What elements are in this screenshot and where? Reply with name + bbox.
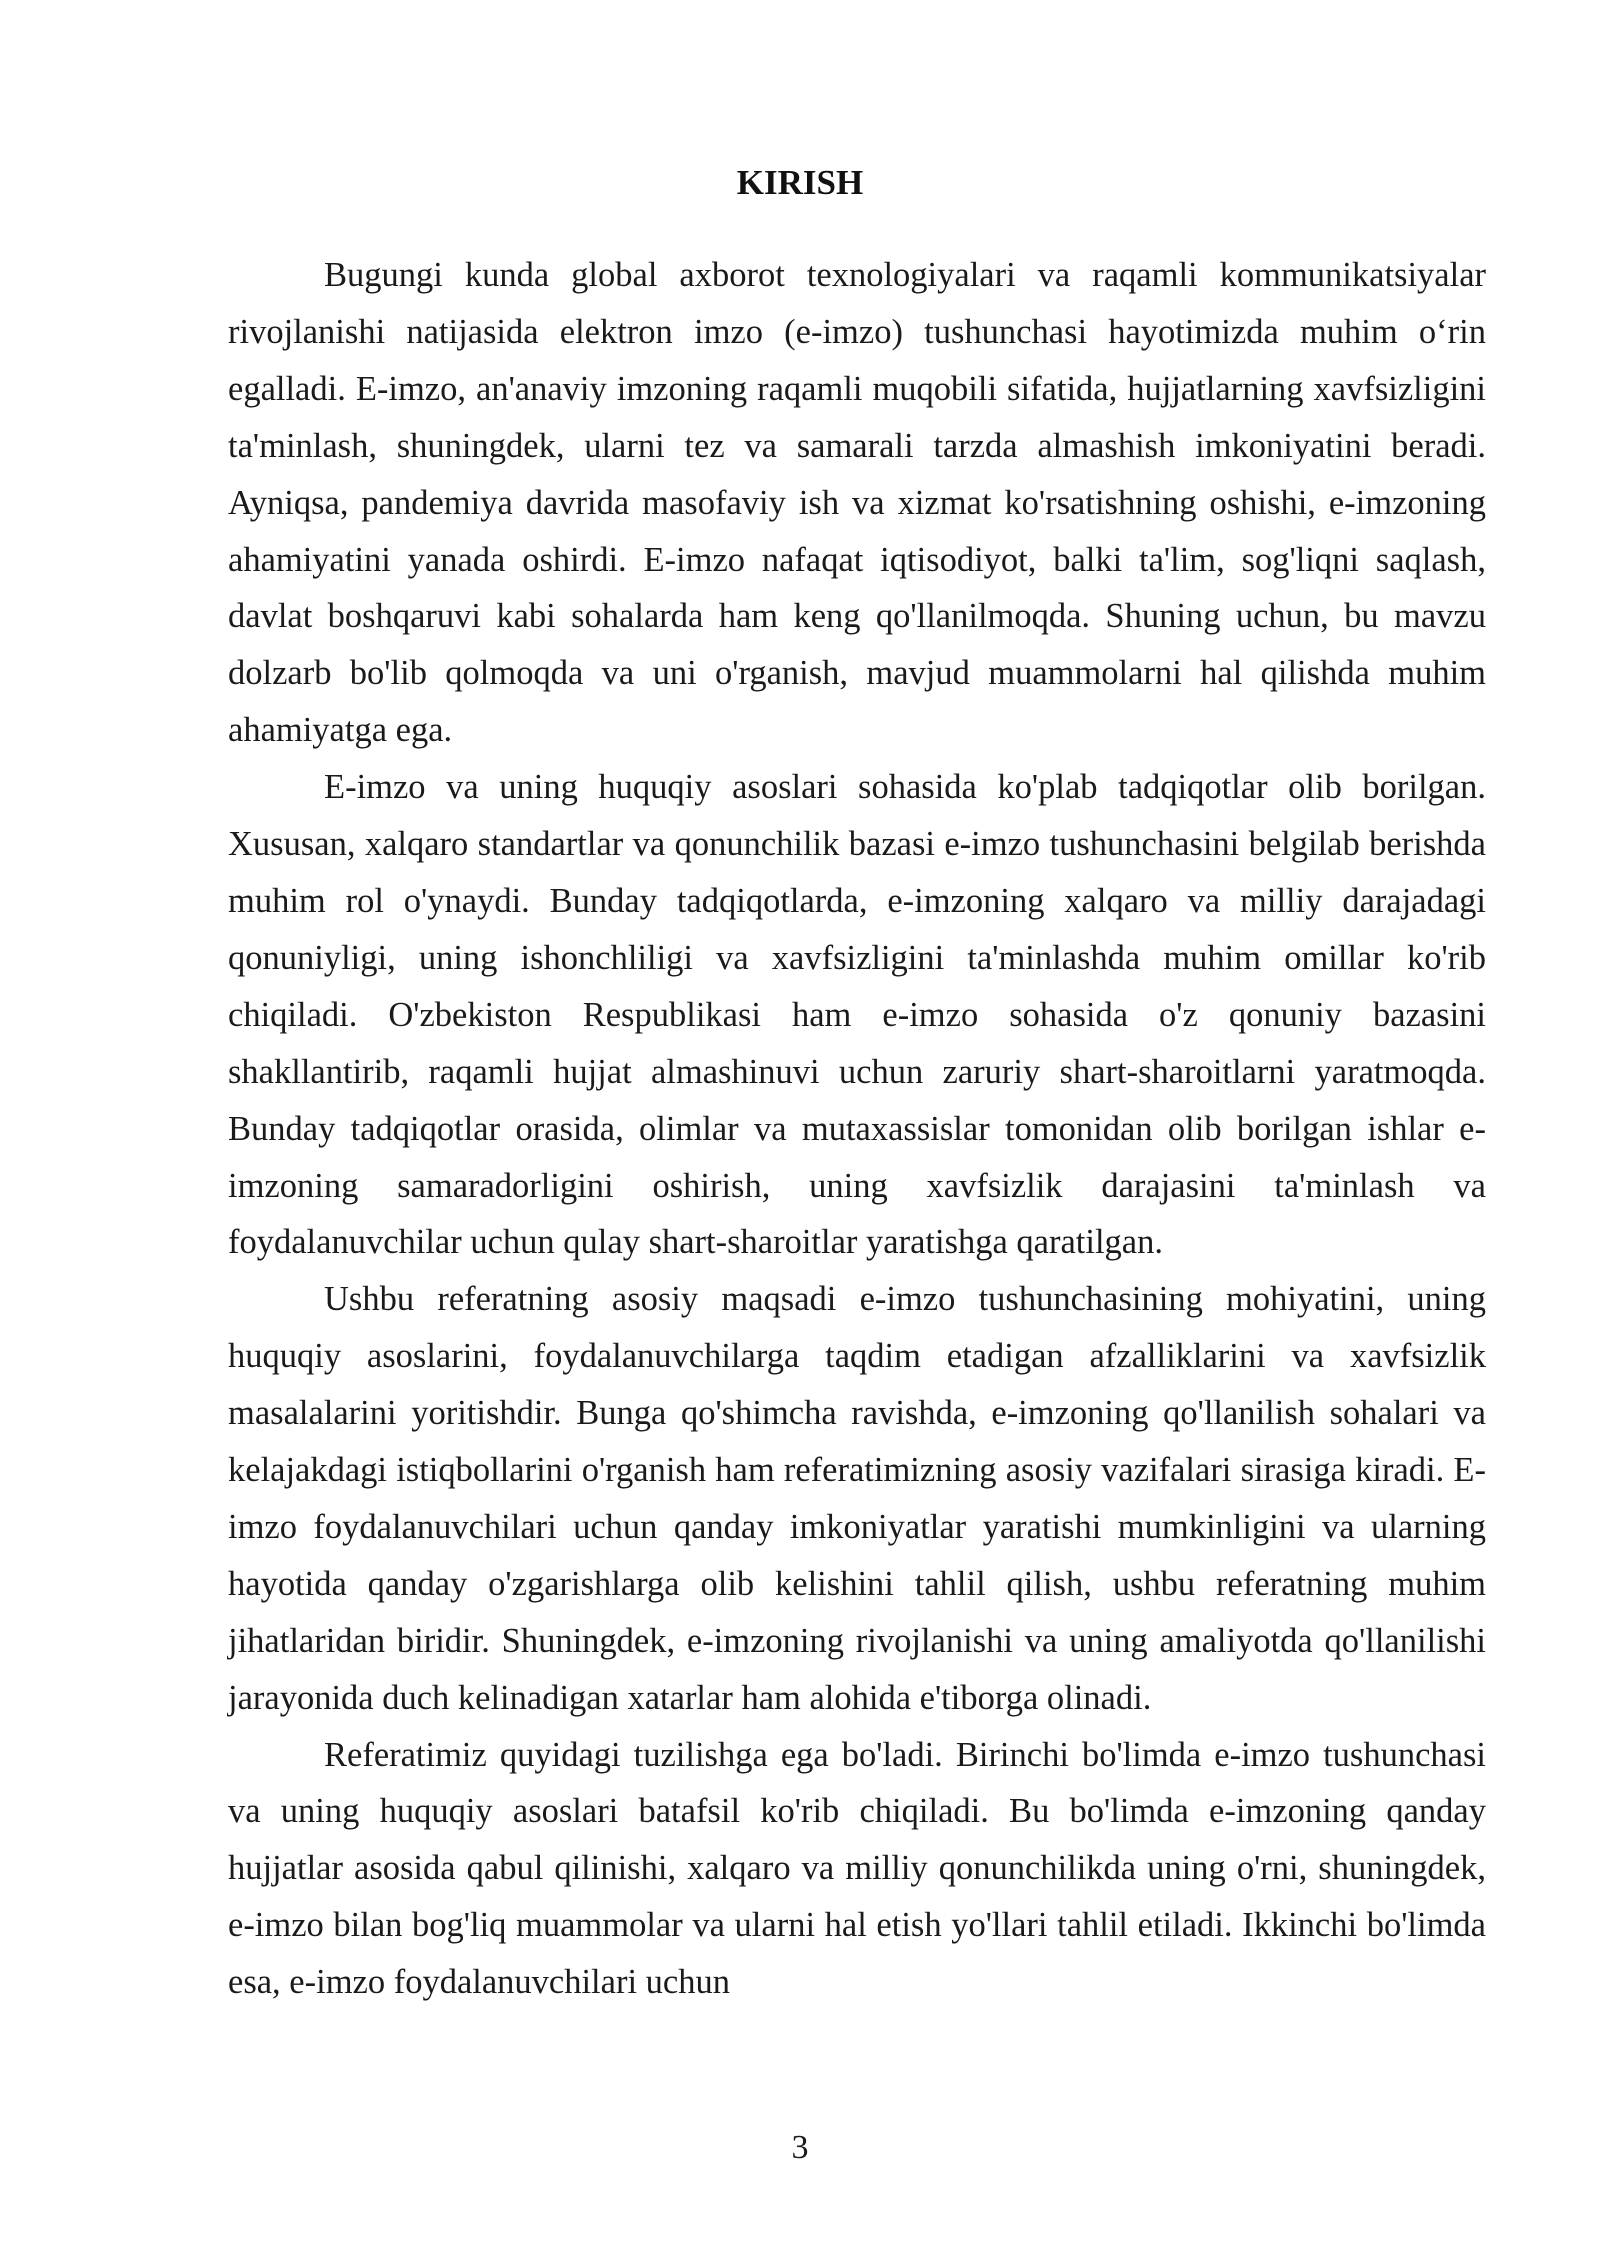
paragraph-2: E-imzo va uning huquqiy asoslari sohasida ko'plab tadqiqotlar olib borilgan. Xususan, xalqaro standartlar va qonunchilik bazasi e-imzo tushunchasini belgilab berishda muhim rol o'ynaydi. Bunday tadqiqotlarda, e-imzoning xalqaro va milliy darajadagi qonuniyligi, uning ishonchliligi va xavfsizligini ta'minlashda muhim omillar ko'rib chiqiladi. O'zbekiston Respublikasi ham e-imzo sohasida o'z qonuniy bazasini shakllantirib, raqamli hujjat almashinuvi uchun zaruriy shart-sharoitlarni yaratmoqda. Bunday tadqiqotlar orasida, olimlar va mutaxassislar tomonidan olib borilgan ishlar e-imzoning samaradorligini oshirish, uning xavfsizlik darajasini ta'minlash va foydalanuvchilar uchun qulay shart-sharoitlar yaratishga qaratilgan. bbox=[228, 768, 1486, 1262]
page-title: KIRISH bbox=[736, 163, 864, 202]
paragraph-4: Referatimiz quyidagi tuzilishga ega bo'ladi. Birinchi bo'limda e-imzo tushunchasi va uning huquqiy asoslari batafsil ko'rib chiqiladi. Bu bo'limda e-imzoning qanday hujjatlar asosida qabul qilinishi, xalqaro va milliy qonunchilikda uning o'rni, shuningdek, e-imzo bilan bog'liq muammolar va ularni hal etish yo'llari tahlil etiladi. Ikkinchi bo'limda esa, e-imzo foydalanuvchilari uchun bbox=[228, 1735, 1486, 2002]
page-number: 3 bbox=[791, 2129, 809, 2166]
paragraph-3: Ushbu referatning asosiy maqsadi e-imzo tushunchasining mohiyatini, uning huquqiy asoslarini, foydalanuvchilarga taqdim etadigan afzalliklarini va xavfsizlik masalalarini yoritishdir. Bunga qo'shimcha ravishda, e-imzoning qo'llanilish sohalari va kelajakdagi istiqbollarini o'rganish ham referatimizning asosiy vazifalari sirasiga kiradi. E-imzo foydalanuvchilari uchun qanday imkoniyatlar yaratishi mumkinligini va ularning hayotida qanday o'zgarishlarga olib kelishini tahlil qilish, ushbu referatning muhim jihatlaridan biridir. Shuningdek, e-imzoning rivojlanishi va uning amaliyotda qo'llanilishi jarayonida duch kelinadigan xatarlar ham alohida e'tiborga olinadi. bbox=[228, 1280, 1486, 1717]
paragraph-1: Bugungi kunda global axborot texnologiyalari va raqamli kommunikatsiyalar rivojlanishi natijasida elektron imzo (e-imzo) tushunchasi hayotimizda muhim o‘rin egalladi. E-imzo, an'anaviy imzoning raqamli muqobili sifatida, hujjatlarning xavfsizligini ta'minlash, shuningdek, ularni tez va samarali tarzda almashish imkoniyatini beradi. Ayniqsa, pandemiya davrida masofaviy ish va xizmat ko'rsatishning oshishi, e-imzoning ahamiyatini yanada oshirdi. E-imzo nafaqat iqtisodiyot, balki ta'lim, sog'liqni saqlash, davlat boshqaruvi kabi sohalarda ham keng qo'llanilmoqda. Shuning uchun, bu mavzu dolzarb bo'lib qolmoqda va uni o'rganish, mavjud muammolarni hal qilishda muhim ahamiyatga ega. bbox=[228, 256, 1486, 750]
document-body bbox=[228, 247, 1486, 2011]
